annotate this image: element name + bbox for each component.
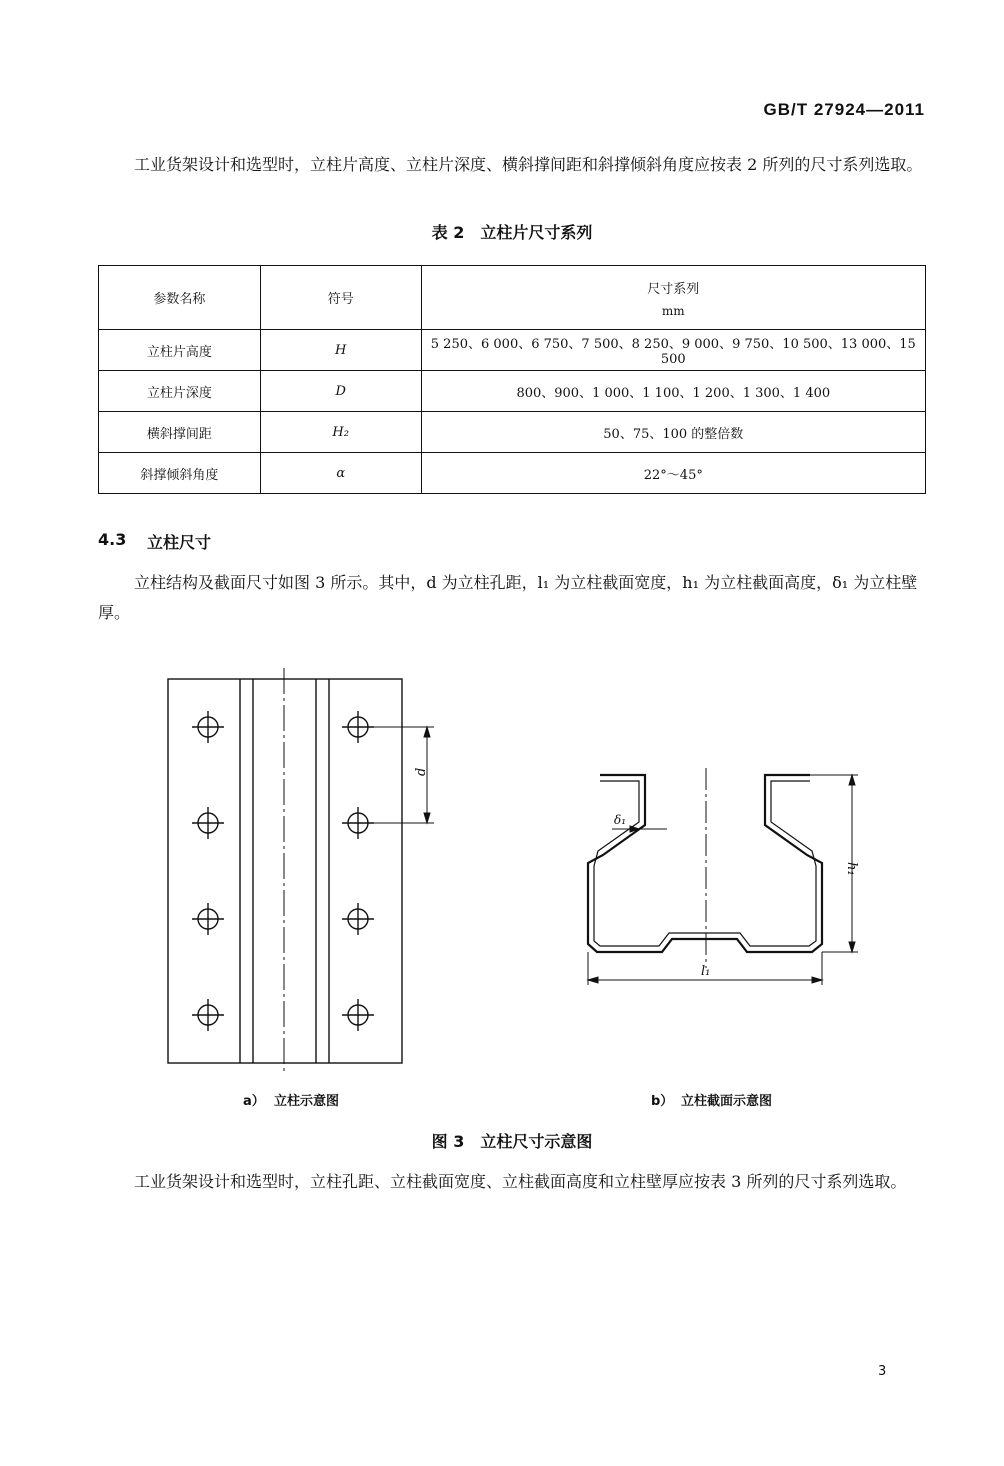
header-series-label: 尺寸系列 [647,281,700,297]
subfigure-b-label: b） [651,1094,674,1109]
row-name: 横斜撑间距 [99,412,261,453]
table-header-row [99,266,926,330]
table-row [99,412,926,453]
table-row [99,453,926,494]
hole-left [192,711,224,743]
hole-left [192,999,224,1031]
row-symbol: D [260,371,421,412]
subfigure-a-caption: 立柱示意图 [274,1094,340,1109]
row-name: 斜撑倾斜角度 [99,453,261,494]
column-outline [168,679,402,1063]
header-symbol: 符号 [260,266,421,330]
header-param-name: 参数名称 [99,266,261,330]
hole-right [342,711,374,743]
row-values: 800、900、1 000、1 100、1 200、1 300、1 400 [421,371,925,412]
column-section-drawing [588,768,858,985]
column-elevation-drawing [168,668,434,1072]
section-profile-inner [594,781,816,946]
row-values: 5 250、6 000、6 750、7 500、8 250、9 000、9 750、10 500、13 000、15 500 [421,330,925,371]
subfigure-b-caption: 立柱截面示意图 [681,1094,773,1109]
figure-caption: 图 3 立柱尺寸示意图 [431,1132,593,1151]
header-series [421,266,925,330]
row-name: 立柱片深度 [99,371,261,412]
hole-right [342,903,374,935]
hole-right [342,999,374,1031]
page-number: 3 [878,1364,887,1379]
row-symbol: H [260,330,421,371]
dimension-table [98,265,926,494]
row-symbol: H₂ [260,412,421,453]
hole-left [192,807,224,839]
hole-right [342,807,374,839]
section-body-paragraph: 立柱结构及截面尺寸如图 3 所示。其中，d 为立柱孔距，l₁ 为立柱截面宽度，h₁ 为立柱截面高度，δ₁ 为立柱壁厚。 [98,573,918,622]
row-values: 22°～45° [421,453,925,494]
hole-left [192,903,224,935]
figure-3-drawing [0,640,1004,1090]
section-title: 立柱尺寸 [147,533,212,552]
table-row [99,371,926,412]
label-delta1: δ₁ [614,813,627,827]
table-caption: 表 2 立柱片尺寸系列 [431,223,593,242]
intro-paragraph: 工业货架设计和选型时，立柱片高度、立柱片深度、横斜撑间距和斜撑倾斜角度应按表 2 所列的尺寸系列选取。 [134,155,923,174]
label-d: d [414,767,429,776]
header-unit: mm [661,303,685,318]
section-number: 4.3 [98,530,127,549]
table-row [99,330,926,371]
label-h1: h₁ [844,862,859,876]
subfigure-a-label: a） [243,1094,265,1109]
row-name: 立柱片高度 [99,330,261,371]
standard-code: GB/T 27924—2011 [763,100,925,119]
row-symbol: α [260,453,421,494]
row-values: 50、75、100 的整倍数 [421,412,925,453]
closing-paragraph: 工业货架设计和选型时，立柱孔距、立柱截面宽度、立柱截面高度和立柱壁厚应按表 3 所列的尺寸系列选取。 [134,1172,907,1191]
section-profile-outer [588,775,822,952]
label-l1: l₁ [701,964,711,979]
